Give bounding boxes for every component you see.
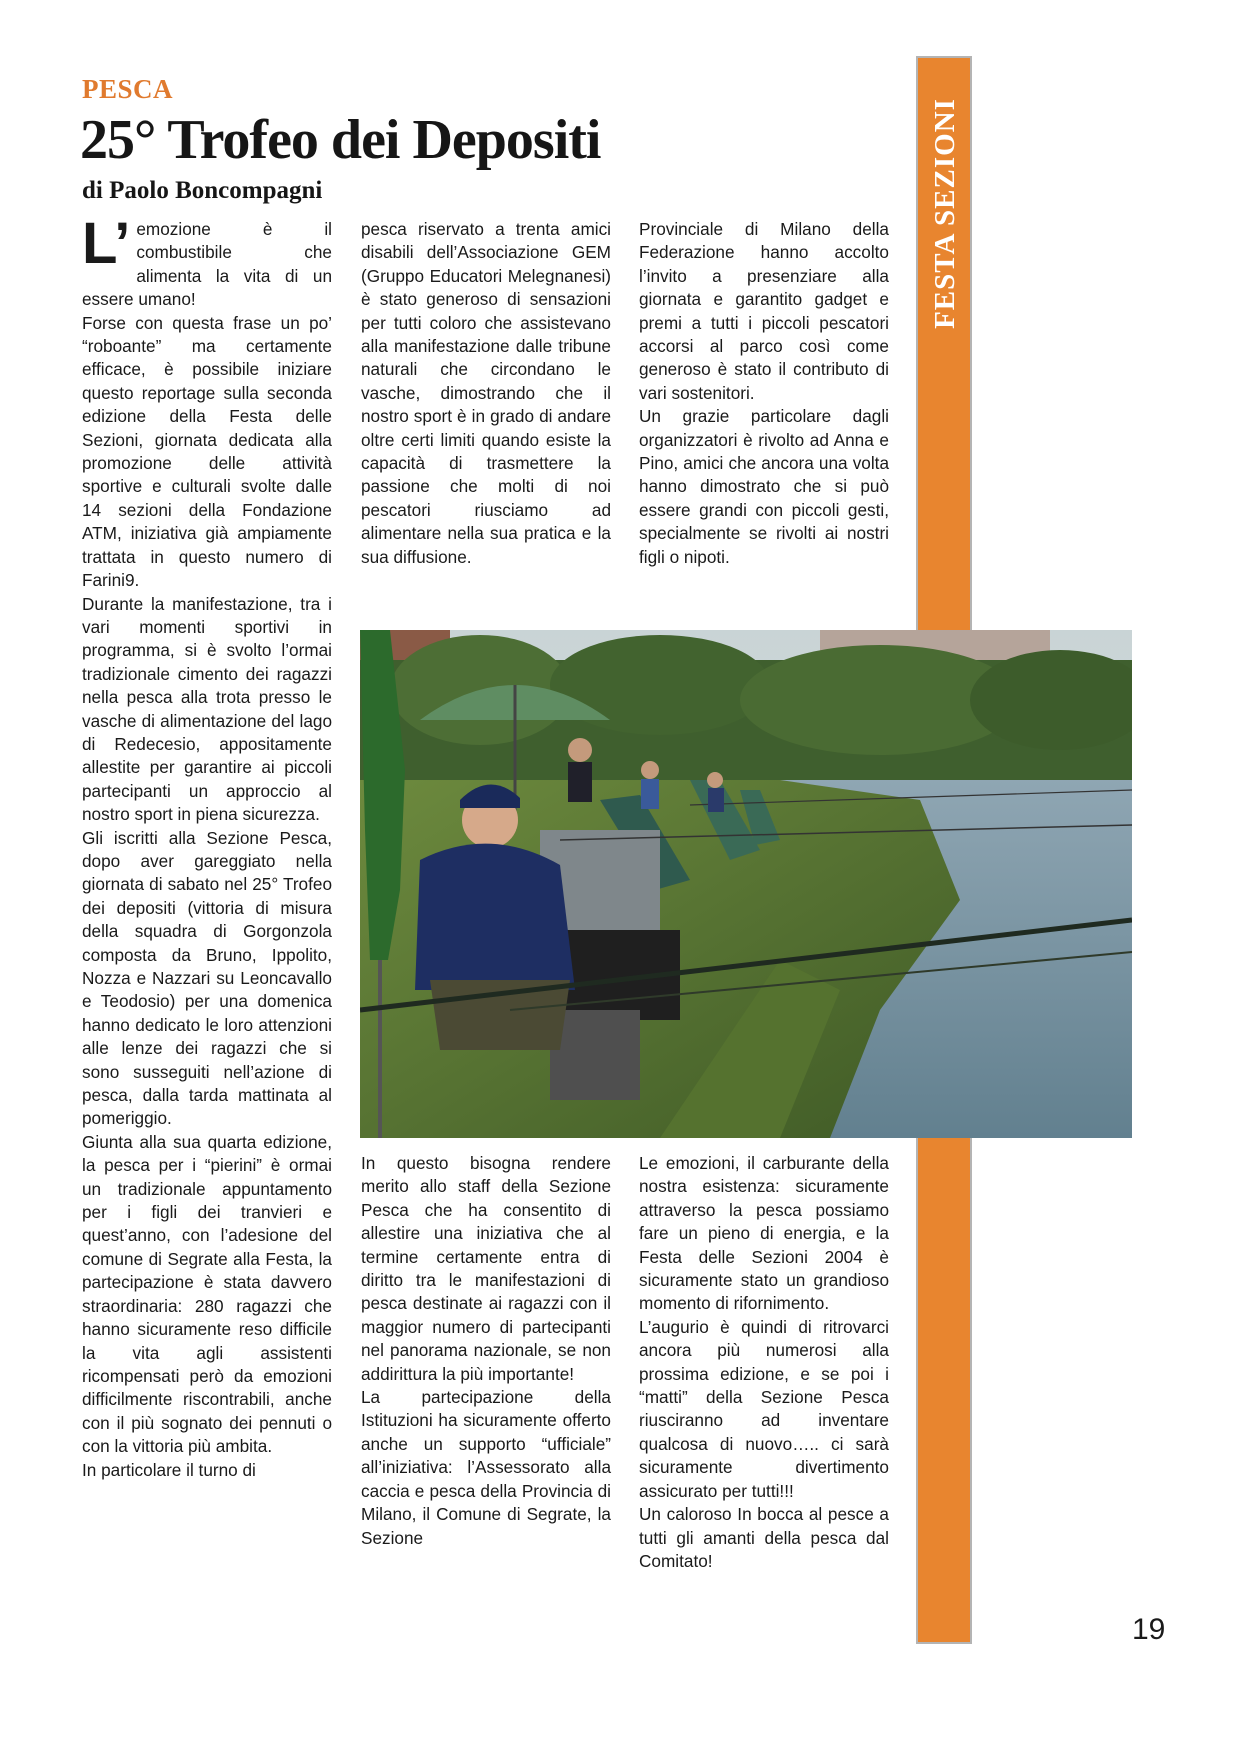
- article-column-3-lower: Le emozioni, il carburante della nostra esistenza: sicuramente attraverso la pesca possiamo fare un pieno di energia, e la Festa delle Sezioni 2004 è sicuramente stato un grandioso momento di rifornimento. L’augurio è quindi di ritrovarci ancora più numerosi alla prossima edizione, e se poi i “matti” della Sezione Pesca riusciranno ad inventare qualcosa di nuovo….. ci sarà sicuramente divertimento assicurato per tutti!!! Un caloroso In bocca al pesce a tutti gli amanti della pesca dal Comitato!: [639, 1153, 889, 1571]
- article-byline: di Paolo Boncompagni: [82, 177, 323, 204]
- article-column-2-lower: In questo bisogna rendere merito allo staff della Sezione Pesca che ha consentito di allestire una iniziativa che al termine certamente entra di diritto tra le manifestazioni di pesca destinate ai ragazzi con il maggior numero di partecipanti nel panorama nazionale, se non addirittura la più importante! La partecipazione della Istituzioni ha sicuramente offerto anche un supporto “ufficiale” all’iniziativa: l’Assessorato alla caccia e pesca della Provincia di Milano, il Comune di Segrate, la Sezione: [361, 1153, 611, 1548]
- fishing-lake-photo: [360, 630, 1132, 1138]
- side-tab-label: FESTA SEZIONI: [928, 97, 961, 329]
- article-column-3: Provinciale di Milano della Federazione hanno accolto l’invito a presenziare alla giornata e garantito gadget e premi a tutti i piccoli pescatori accorsi al parco così come generoso è stato il contributo di vari sostenitori. Un grazie particolare dagli organizzatori è rivolto ad Anna e Pino, amici che ancora una volta hanno dimostrato che si può essere grandi con piccoli gesti, specialmente se rivolti ai nostri figli o nipoti.: [639, 219, 889, 567]
- article-title: 25° Trofeo dei Depositi: [80, 109, 601, 171]
- page-number: 19: [1132, 1613, 1166, 1646]
- photo-illustration: [360, 630, 1132, 1138]
- drop-cap: L’: [82, 211, 131, 276]
- article-column-2: pesca riservato a trenta amici disabili dell’Associazione GEM (Gruppo Educatori Melegnanesi) è stato generoso di sensazioni per tutti coloro che assistevano alla manifestazione dalle tribune naturali che circondano le vasche, dimostrando che il nostro sport è in grado di andare oltre certi limiti quando esiste la capacità di trasmettere la passione che molti di noi pescatori riusciamo ad alimentare nella sua pratica e la sua diffusione.: [361, 219, 611, 567]
- column-1-text: emozione è il combustibile che alimenta la vita di un essere umano! Forse con questa frase un po’ “roboante” ma certamente efficace, è possibile iniziare questo reportage sulla seconda edizione della Festa delle Sezioni, giornata dedicata alla promozione delle attività sportive e culturali svolte dalle 14 sezioni della Fondazione ATM, iniziativa già ampiamente trattata in questo numero di Farini9. Durante la manifestazione, tra i vari momenti sportivi in programma, si è svolto l’ormai tradizionale cimento dei ragazzi nella pesca alla trota presso le vasche di alimentazione del lago di Redecesio, appositamente allestite per garantire ai piccoli partecipanti un approccio al nostro sport in piena sicurezza. Gli iscritti alla Sezione Pesca, dopo aver gareggiato nella giornata di sabato nel 25° Trofeo dei depositi (vittoria di misura della squadra di Gorgonzola composta da Bruno, Ippolito, Nozza e Nazzari su Leoncavallo e Teodosio) per una domenica hanno dedicato le loro attenzioni alle lenze dei ragazzi che si sono susseguiti nell’azione di pesca, dalla tarda mattinata al pomeriggio. Giunta alla sua quarta edizione, la pesca per i “pierini” è ormai un tradizionale appuntamento per i figli dei tranvieri e quest’anno, con l’adesione del comune di Segrate alla Festa, la partecipazione è stata davvero straordinaria: 280 ragazzi che hanno sicuramente reso difficile la vita agli assistenti ricompensati però da emozioni difficilmente riscontrabili, anche con il più sognato dei pennuti o con la vittoria più ambita. In particolare il turno di: [82, 219, 332, 1480]
- article-column-1: [82, 211, 332, 1482]
- section-label: PESCA: [82, 74, 174, 104]
